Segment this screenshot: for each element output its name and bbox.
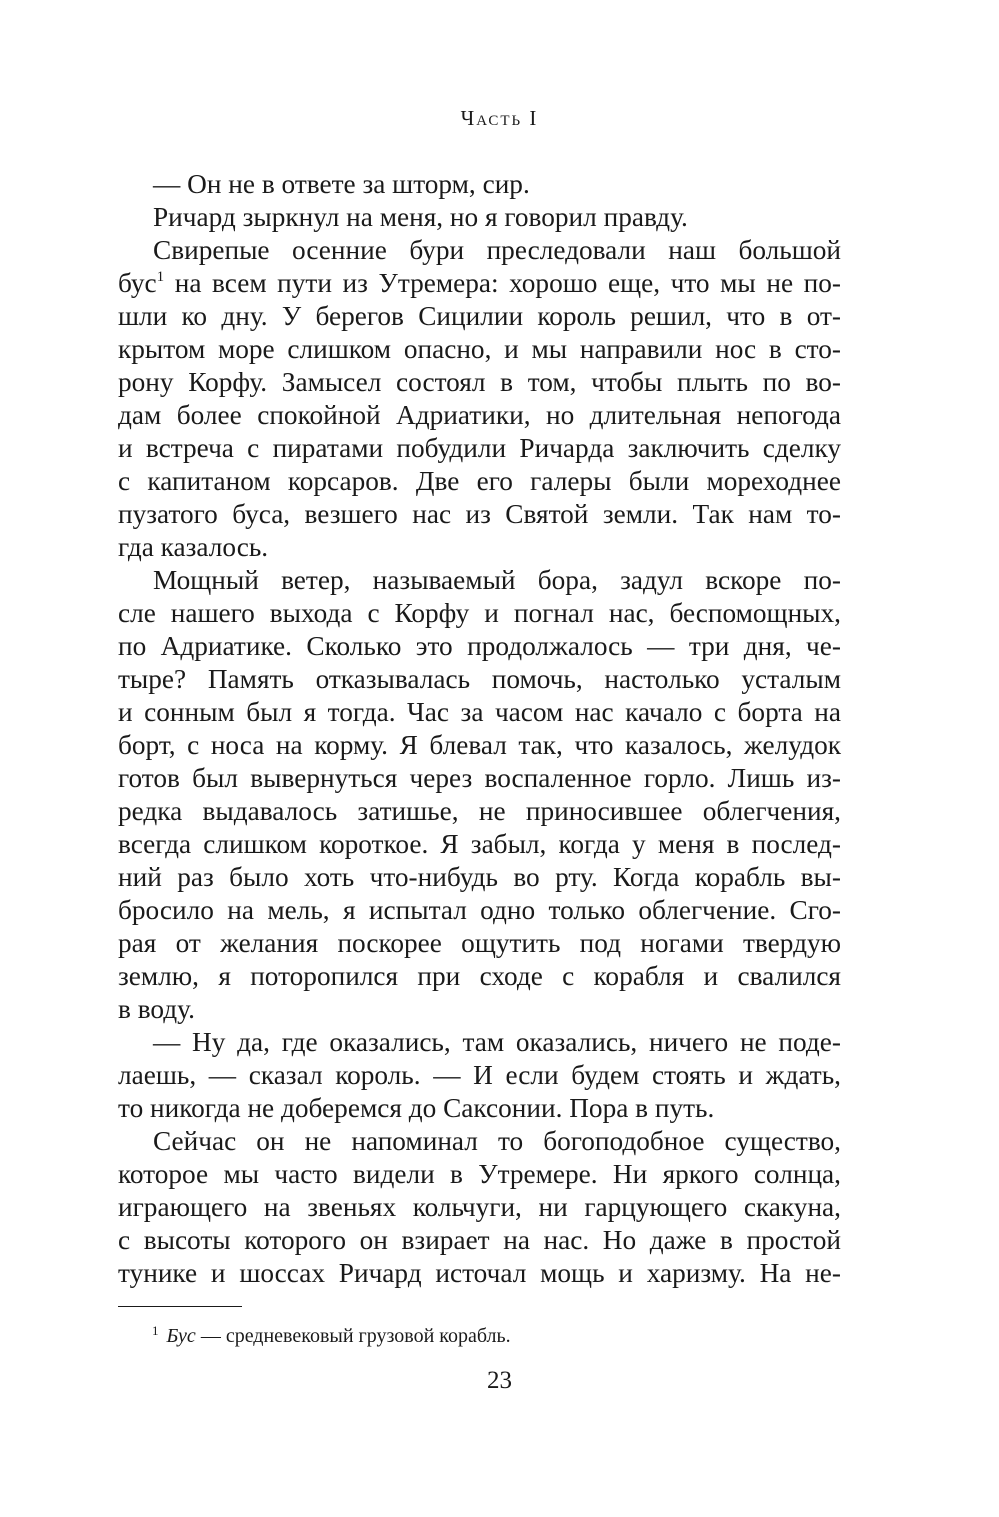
- body-text: [118, 168, 841, 1290]
- text-line: шли ко дну. У берегов Сицилии король решил, что в от-: [118, 301, 841, 331]
- text-line: всегда слишком короткое. Я забыл, когда у меня в послед-: [118, 829, 841, 859]
- text-line: тунике и шоссах Ричард источал мощь и харизму. На не-: [118, 1258, 841, 1288]
- text-line: рону Корфу. Замысел состоял в том, чтобы плыть по во-: [118, 367, 841, 397]
- footnote-divider: [118, 1306, 242, 1307]
- text-line: то никогда не доберемся до Саксонии. Пора в путь.: [118, 1093, 715, 1123]
- text-line-rest: на всем пути из Утремера: хорошо еще, что мы не по-: [174, 268, 841, 298]
- text-line: тыре? Память отказывалась помочь, настолько усталым: [118, 664, 841, 694]
- text-line: и сонным был я тогда. Час за часом нас качало с борта на: [118, 697, 841, 727]
- footnote-text: — средневековый грузовой корабль.: [195, 1325, 511, 1347]
- text-line: играющего на звеньях кольчуги, ни гарцующего скакуна,: [118, 1192, 841, 1222]
- text-line: — Он не в ответе за шторм, сир.: [153, 169, 530, 199]
- footnote: [152, 1318, 511, 1349]
- running-head: Часть I: [460, 106, 539, 130]
- text-line: в воду.: [118, 994, 195, 1024]
- text-line: редка выдавалось затишье, не приносившее облегчения,: [118, 796, 841, 826]
- text-line: борт, с носа на корму. Я блевал так, что казалось, желудок: [118, 730, 841, 760]
- text-line: дам более спокойной Адриатики, но длительная непогода: [118, 400, 841, 430]
- footnote-term: Бус: [166, 1325, 196, 1347]
- text-line: лаешь, — сказал король. — И если будем стоять и ждать,: [118, 1060, 841, 1090]
- text-line: с высоты которого он взирает на нас. Но даже в простой: [118, 1225, 841, 1255]
- text-line: с капитаном корсаров. Две его галеры были мореходнее: [118, 466, 841, 496]
- text-line: крытом море слишком опасно, и мы направили нос в сто-: [118, 334, 841, 364]
- text-line: Сейчас он не напоминал то богоподобное существо,: [153, 1126, 841, 1156]
- text-line: Свирепые осенние бури преследовали наш большой: [153, 235, 841, 265]
- text-line: землю, я поторопился при сходе с корабля и свалился: [118, 961, 841, 991]
- text-line: сле нашего выхода с Корфу и погнал нас, беспомощных,: [118, 598, 841, 628]
- text-line: гда казалось.: [118, 532, 269, 562]
- text-line: бросило на мель, я испытал одно только облегчение. Сго-: [118, 895, 841, 925]
- footnote-ref: 1: [156, 269, 165, 285]
- text-line: Ричард зыркнул на меня, но я говорил правду.: [153, 202, 688, 232]
- text-line: ний раз было хоть что-нибудь во рту. Когда корабль вы-: [118, 862, 841, 892]
- page-number: 23: [487, 1367, 512, 1394]
- text-word: бус: [118, 268, 157, 298]
- text-line: рая от желания поскорее ощутить под ногами твердую: [118, 928, 841, 958]
- text-line: [118, 267, 841, 300]
- text-line: которое мы часто видели в Утремере. Ни яркого солнца,: [118, 1159, 841, 1189]
- footnote-marker: 1: [152, 1323, 159, 1338]
- text-line: по Адриатике. Сколько это продолжалось — три дня, че-: [118, 631, 841, 661]
- text-line: пузатого буса, везшего нас из Святой земли. Так нам то-: [118, 499, 841, 529]
- text-line: Мощный ветер, называемый бора, задул вскоре по-: [153, 565, 841, 595]
- text-line: — Ну да, где оказались, там оказались, ничего не поде-: [153, 1027, 841, 1057]
- text-line: готов был вывернуться через воспаленное горло. Лишь из-: [118, 763, 841, 793]
- text-line: и встреча с пиратами побудили Ричарда заключить сделку: [118, 433, 841, 463]
